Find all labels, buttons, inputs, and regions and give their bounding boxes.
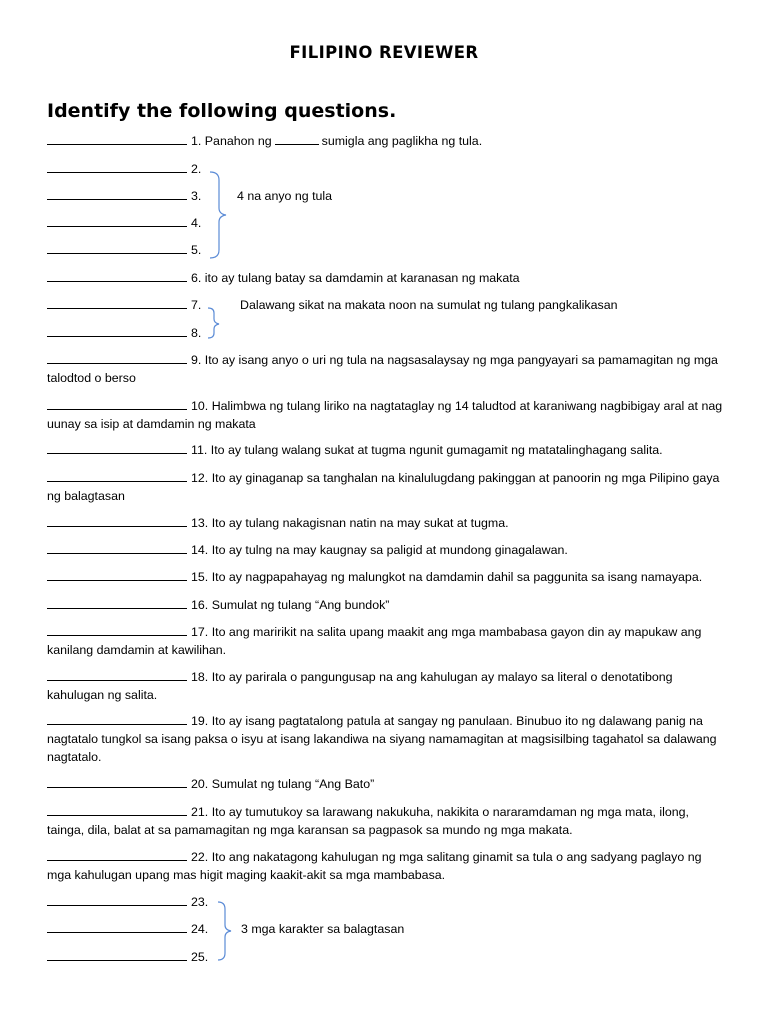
answer-blank[interactable]	[47, 569, 187, 581]
question-item	[47, 160, 727, 178]
answer-blank[interactable]	[47, 161, 187, 173]
question-number: 18.	[191, 670, 209, 684]
answer-blank[interactable]	[47, 242, 187, 254]
group-label-makata: Dalawang sikat na makata noon na sumulat ng tulang pangkalikasan	[240, 298, 618, 312]
question-text: Ito ay isang anyo o uri ng tula na nagsasalaysay ng mga pangyayari sa pamamagitan ng mga talodtod o berso	[47, 353, 718, 385]
question-number: 2.	[191, 162, 202, 176]
answer-blank[interactable]	[47, 949, 187, 961]
question-text: Sumulat ng tulang “Ang Bato”	[211, 777, 375, 791]
question-number: 19.	[191, 714, 209, 728]
question-number: 13.	[191, 516, 209, 530]
answer-blank[interactable]	[47, 352, 187, 364]
question-number: 3.	[191, 189, 202, 203]
group-label-anyo: 4 na anyo ng tula	[237, 189, 333, 203]
question-number: 1.	[191, 134, 202, 148]
question-item	[47, 324, 727, 342]
question-number: 11.	[191, 443, 208, 457]
answer-blank[interactable]	[47, 713, 187, 725]
question-number: 17.	[191, 625, 209, 639]
answer-blank[interactable]	[47, 215, 187, 227]
question-number: 8.	[191, 326, 202, 340]
question-text: Ito ay parirala o pangungusap na ang kahulugan ay malayo sa literal o denotatibong kahulugan ng salita.	[47, 670, 673, 702]
answer-blank[interactable]	[47, 133, 187, 145]
question-number: 9.	[191, 353, 202, 367]
answer-blank[interactable]	[47, 849, 187, 861]
question-item	[47, 848, 727, 884]
question-item	[47, 668, 727, 704]
question-item	[47, 241, 727, 259]
inline-blank[interactable]	[275, 133, 319, 145]
question-item	[47, 214, 727, 232]
answer-blank[interactable]	[47, 297, 187, 309]
question-number: 6.	[191, 271, 202, 285]
question-item	[47, 568, 727, 586]
question-number: 23.	[191, 895, 209, 909]
group-brace	[208, 170, 230, 260]
question-item	[47, 893, 727, 911]
question-number: 10.	[191, 399, 209, 413]
question-number: 15.	[191, 570, 209, 584]
question-item	[47, 351, 727, 387]
question-text-before: Panahon ng	[204, 134, 272, 148]
question-number: 7.	[191, 298, 202, 312]
question-item	[47, 541, 727, 559]
question-item	[47, 187, 727, 205]
answer-blank[interactable]	[47, 325, 187, 337]
question-number: 24.	[191, 922, 209, 936]
question-text: Ito ay ginaganap sa tanghalan na kinalulugdang pakinggan at panoorin ng mga Pilipino gaya ng balagtasan	[47, 471, 720, 503]
group-brace	[216, 900, 236, 962]
answer-blank[interactable]	[47, 442, 187, 454]
question-text: Ito ang maririkit na salita upang maakit ang mga mambabasa gayon din ay mapukaw ang kanilang damdamin at kawilihan.	[47, 625, 702, 657]
question-number: 16.	[191, 598, 209, 612]
question-item	[47, 712, 727, 766]
question-number: 5.	[191, 243, 202, 257]
answer-blank[interactable]	[47, 624, 187, 636]
question-text: Ito ay tulng na may kaugnay sa paligid at mundong ginagalawan.	[211, 543, 568, 557]
question-text: Halimbwa ng tulang liriko na nagtataglay ng 14 taludtod at karaniwang nagbibigay aral at nag uunay sa isip at damdamin ng makata	[47, 399, 723, 431]
section-heading: Identify the following questions.	[47, 100, 397, 122]
answer-blank[interactable]	[47, 188, 187, 200]
answer-blank[interactable]	[47, 804, 187, 816]
question-text: Sumulat ng tulang “Ang bundok”	[211, 598, 390, 612]
question-item	[47, 514, 727, 532]
answer-blank[interactable]	[47, 776, 187, 788]
question-item	[47, 132, 727, 150]
question-text: Ito ay isang pagtatalong patula at sangay ng panulaan. Binubuo ito ng dalawang panig na nagtatalo tungkol sa isang paksa o isyu at isang lakandiwa na siyang namamagitan at magsisilbing tagahatol sa dalawang nagtatalo.	[47, 714, 717, 764]
group-brace	[206, 306, 224, 340]
question-number: 25.	[191, 950, 209, 964]
question-item	[47, 441, 727, 459]
question-number: 4.	[191, 216, 202, 230]
question-item	[47, 775, 727, 793]
question-item	[47, 269, 727, 287]
question-item	[47, 397, 727, 433]
question-number: 22.	[191, 850, 209, 864]
question-item	[47, 596, 727, 614]
question-item	[47, 469, 727, 505]
answer-blank[interactable]	[47, 921, 187, 933]
question-item	[47, 948, 727, 966]
answer-blank[interactable]	[47, 470, 187, 482]
question-number: 21.	[191, 805, 209, 819]
question-text: Ito ang nakatagong kahulugan ng mga salitang ginamit sa tula o ang sadyang paglayo ng mga kahulugan upang mas higit maging kaakit-akit sa mga mambabasa.	[47, 850, 702, 882]
question-item	[47, 803, 727, 839]
question-number: 20.	[191, 777, 209, 791]
answer-blank[interactable]	[47, 669, 187, 681]
question-number: 12.	[191, 471, 209, 485]
answer-blank[interactable]	[47, 398, 187, 410]
question-text-after: sumigla ang paglikha ng tula.	[321, 134, 483, 148]
answer-blank[interactable]	[47, 542, 187, 554]
answer-blank[interactable]	[47, 597, 187, 609]
answer-blank[interactable]	[47, 894, 187, 906]
question-number: 14.	[191, 543, 209, 557]
question-text: Ito ay tulang nakagisnan natin na may sukat at tugma.	[211, 516, 509, 530]
answer-blank[interactable]	[47, 515, 187, 527]
group-label-karakter: 3 mga karakter sa balagtasan	[241, 922, 405, 936]
question-text: Ito ay tumutukoy sa larawang nakukuha, nakikita o nararamdaman ng mga mata, ilong, tainga, dila, balat at sa pamamagitan ng mga karansan sa pagpasok sa mundo ng mga makata.	[47, 805, 689, 837]
question-item	[47, 623, 727, 659]
question-text: Ito ay tulang walang sukat at tugma ngunit gumagamit ng matatalinghagang salita.	[210, 443, 663, 457]
question-text: ito ay tulang batay sa damdamin at karanasan ng makata	[204, 271, 520, 285]
answer-blank[interactable]	[47, 270, 187, 282]
question-text: Ito ay nagpapahayag ng malungkot na damdamin dahil sa paggunita sa isang namayapa.	[211, 570, 703, 584]
page-title: FILIPINO REVIEWER	[289, 43, 479, 62]
